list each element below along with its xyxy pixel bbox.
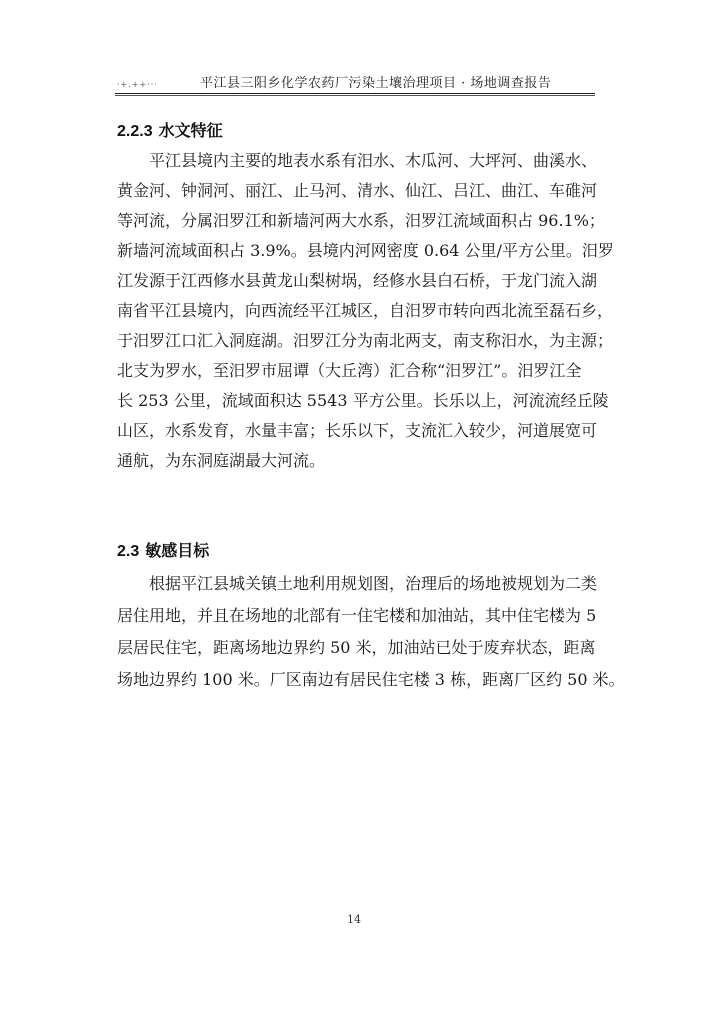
paragraph-line: 居住用地，并且在场地的北部有一住宅楼和加油站，其中住宅楼为 5 bbox=[117, 606, 597, 625]
paragraph-line: 南省平江县境内，向西流经平江城区，自汨罗市转向西北流至磊石乡， bbox=[117, 301, 614, 320]
paragraph-line: 平江县境内主要的地表水系有汨水、木瓜河、大坪河、曲溪水、 bbox=[149, 151, 598, 170]
paragraph-line: 通航，为东洞庭湖最大河流。 bbox=[117, 451, 326, 470]
paragraph-line: 层居民住宅，距离场地边界约 50 米，加油站已处于废弃状态，距离 bbox=[117, 638, 596, 657]
section-heading-hydrology bbox=[117, 118, 223, 141]
running-header-title: 平江县三阳乡化学农药厂污染土壤治理项目 · 场地调查报告 bbox=[200, 76, 552, 91]
header-rule bbox=[115, 93, 595, 94]
paragraph-line: 山区，水系发育，水量丰富；长乐以下，支流汇入较少，河道展宽可 bbox=[117, 421, 598, 440]
paragraph-line: 根据平江县城关镇土地利用规划图，治理后的场地被规划为二类 bbox=[149, 574, 598, 593]
section-heading-sensitive-targets bbox=[117, 538, 209, 561]
section-title: 敏感目标 bbox=[145, 541, 210, 560]
section-title: 水文特征 bbox=[158, 121, 223, 140]
paragraph-line: 等河流，分属汨罗江和新墙河两大水系，汨罗江流域面积占 96.1%； bbox=[117, 211, 605, 230]
page-number: 14 bbox=[347, 913, 361, 926]
section-number: 2.2.3 bbox=[117, 123, 153, 140]
paragraph-line: 于汨罗江口汇入洞庭湖。汨罗江分为南北两支，南支称汨水，为主源； bbox=[117, 331, 614, 350]
paragraph-line: 江发源于江西修水县黄龙山梨树埚，经修水县白石桥，于龙门流入湖 bbox=[117, 271, 598, 290]
paragraph-line: 新墙河流域面积占 3.9%。县境内河网密度 0.64 公里/平方公里。汨罗 bbox=[117, 241, 614, 260]
header-mark: ·+.++··· bbox=[117, 80, 158, 89]
paragraph-line: 场地边界约 100 米。厂区南边有居民住宅楼 3 栋，距离厂区约 50 米。 bbox=[117, 670, 625, 689]
paragraph-line: 长 253 公里，流域面积达 5543 平方公里。长乐以上，河流流经丘陵 bbox=[117, 391, 609, 410]
paragraph-line: 北支为罗水，至汨罗市屈谭（大丘湾）汇合称“汨罗江”。汨罗江全 bbox=[117, 361, 582, 380]
section-number: 2.3 bbox=[117, 543, 140, 560]
header-rule-secondary bbox=[115, 95, 595, 96]
paragraph-line: 黄金河、钟洞河、丽江、止马河、清水、仙江、吕江、曲江、车碓河 bbox=[117, 181, 598, 200]
